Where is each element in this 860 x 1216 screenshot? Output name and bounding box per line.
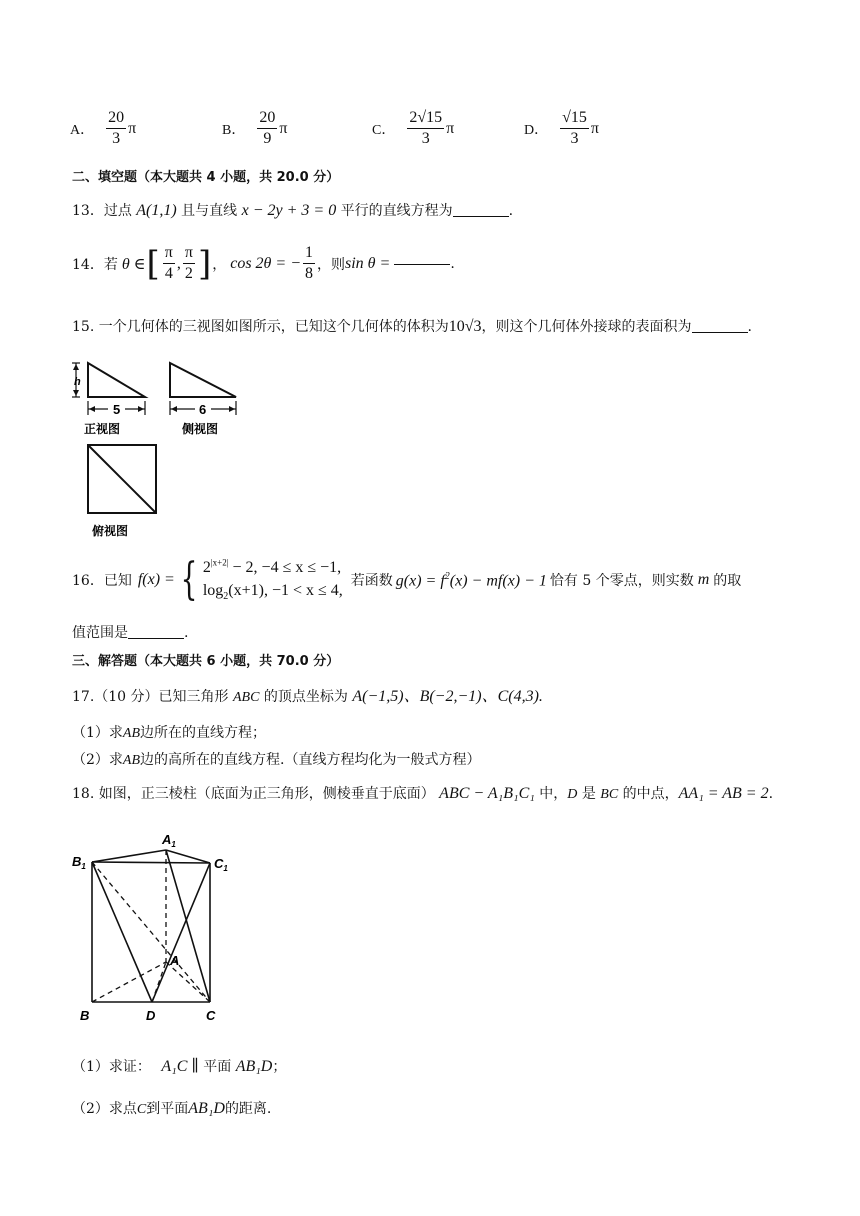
q14-interval-b-num: π [183, 245, 195, 264]
q18-p1-end: ； [272, 1059, 287, 1075]
q14-right-bracket: ] [197, 243, 212, 284]
front-view [72, 363, 145, 436]
section-3-heading: 三、解答题（本大题共 6 小题，共 70.0 分） [72, 654, 340, 669]
question-13 [72, 200, 513, 220]
q15-end: . [747, 319, 752, 335]
option-c-numerator: 2√15 [407, 110, 444, 129]
label-a1: $A_1$ [162, 832, 176, 849]
q16-fx: f(x) = [137, 571, 175, 589]
section-2-heading: 二、填空题（本大题共 4 小题，共 20.0 分） [72, 170, 340, 185]
q17-p1-rest: 边所在的直线方程； [140, 725, 267, 741]
q17-part-2 [72, 749, 480, 769]
option-d-label: D． [524, 122, 549, 138]
label-b1: $B_1$ [72, 854, 86, 871]
front-view-label: 正视图 [84, 422, 121, 436]
option-b [222, 110, 287, 148]
q18-mid2: 是 [581, 786, 596, 802]
q16-brace: { [180, 554, 198, 606]
option-b-label: B． [222, 122, 246, 138]
question-18 [72, 783, 773, 803]
q16-mid: 若函数 [350, 573, 393, 590]
option-d-denominator: 3 [570, 129, 579, 147]
q16-cases [203, 556, 343, 605]
q18-p1-plane-math: AB₁D [235, 1058, 273, 1075]
height-label: h [74, 376, 81, 388]
q15-volume: 10√3 [448, 318, 482, 335]
q16-m: m [697, 571, 710, 589]
q14-then: ，则 [317, 256, 345, 273]
q14-frac-den: 8 [305, 264, 313, 282]
q18-intro: 18. 如图，正三棱柱（底面为正三角形，侧棱垂直于底面） [72, 786, 435, 802]
q17-part-1 [72, 722, 266, 742]
q14-end: . [450, 255, 455, 272]
option-a [70, 110, 136, 148]
option-c-pi: π [446, 119, 455, 137]
q17-intro2: 的顶点坐标为 [263, 689, 348, 705]
q14-interval-a-num: π [163, 245, 175, 264]
q17-p1: （1）求 [72, 725, 123, 741]
label-a: A [170, 953, 180, 968]
q17-p2-rest: 边的高所在的直线方程.（直线方程均化为一般式方程） [140, 752, 481, 768]
q13-mid: 且与直线 [181, 203, 238, 219]
option-c-denominator: 3 [421, 129, 430, 147]
side-view [170, 363, 236, 436]
label-c: C [206, 1008, 216, 1023]
q14-interval-b-den: 2 [184, 264, 193, 282]
question-16-line-2 [72, 622, 188, 642]
option-d-numerator: √15 [560, 110, 589, 129]
question-14: 14．若 θ ∈ [ $\frac{\pi}{4}$ , $\frac{\pi}{2}$ ] ， cos 2θ = − $\frac{1}{8}$ ，则 sin θ = . [72, 243, 455, 284]
q18-p2: （2）求点 [72, 1101, 137, 1117]
side-width-label: 6 [199, 402, 207, 417]
option-d [524, 110, 599, 148]
option-a-pi: π [128, 119, 137, 137]
q18-eq: AA₁ = AB = 2 [678, 785, 769, 802]
q14-comma: ， [212, 256, 227, 273]
q18-p2-mid: 到平面 [146, 1101, 189, 1117]
q13-answer-blank[interactable] [453, 215, 509, 217]
option-b-denominator: 9 [263, 129, 272, 147]
option-a-numerator: 20 [106, 110, 126, 129]
option-a-label: A． [70, 122, 95, 138]
three-view-figure [70, 355, 260, 540]
q14-cos: cos 2θ = − [230, 254, 301, 272]
option-b-numerator: 20 [257, 110, 277, 129]
q18-p2-plane: AB₁D [188, 1100, 225, 1117]
q18-end: . [768, 786, 774, 802]
option-b-pi: π [279, 119, 288, 137]
q17-abc: ABC [232, 690, 260, 705]
q16-answer-blank[interactable] [128, 637, 184, 639]
q16-gx: $g(x) = f^2(x) - mf(x) - 1$ [395, 570, 547, 590]
label-d: D [146, 1008, 156, 1023]
q18-mid3: 的中点， [622, 786, 679, 802]
q18-prism: ABC − A₁B₁C₁ [439, 785, 535, 802]
q17-p2: （2）求 [72, 752, 123, 768]
q18-p1-plane: 平面 [203, 1059, 232, 1075]
q14-theta-in: θ ∈ [121, 255, 146, 273]
question-17 [72, 683, 543, 706]
q14-interval-a-den: 4 [164, 264, 173, 282]
q16-line2: 值范围是 [72, 625, 128, 641]
q18-p2-c: C [136, 1102, 147, 1117]
label-b: B [80, 1008, 90, 1023]
q18-mid: 中， [539, 786, 568, 802]
option-c-label: C． [372, 122, 396, 138]
q17-intro: 17.（10 分）已知三角形 [72, 689, 229, 705]
q18-d: D [567, 787, 578, 802]
q18-part-1 [72, 1056, 286, 1076]
q18-p2-end: 的距离. [224, 1101, 272, 1117]
top-view-label: 俯视图 [92, 524, 129, 538]
q16-prefix: 16．已知 [72, 573, 132, 590]
q13-point: A(1,1) [136, 202, 177, 219]
option-a-denominator: 3 [112, 129, 121, 147]
q18-p1-math: A₁C ∥ [161, 1058, 199, 1075]
q16-case-1: $2^{|x+2|} - 2$, −4 ≤ x ≤ −1, [202, 557, 342, 576]
q16-tail2: 的取 [713, 573, 742, 590]
option-d-pi: π [590, 119, 599, 137]
front-width-label: 5 [113, 402, 121, 417]
label-c1: $C_1$ [214, 856, 228, 873]
q14-left-bracket: [ [146, 243, 160, 284]
q14-sin: sin θ = [345, 254, 391, 272]
q13-prefix: 13．过点 [72, 203, 132, 219]
q16-case-2: $\log_2(x+1)$, −1 < x ≤ 4, [202, 582, 343, 603]
q13-end: . [508, 203, 514, 219]
q14-answer-blank[interactable] [394, 263, 450, 265]
q16-end: . [184, 625, 189, 641]
q17-p2-ab: AB [122, 753, 141, 768]
q13-line: x − 2y + 3 = 0 [241, 202, 337, 219]
q18-p1: （1）求证： [72, 1059, 151, 1075]
question-16 [72, 556, 741, 605]
q13-suffix: 平行的直线方程为 [340, 203, 453, 219]
q16-tail: 恰有 5 个零点，则实数 [549, 573, 694, 590]
q17-p1-ab: AB [122, 726, 141, 741]
q15-answer-blank[interactable] [692, 331, 748, 333]
q17-points: A(−1,5)、B(−2,−1)、C(4,3). [352, 688, 543, 705]
q18-part-2 [72, 1098, 271, 1118]
top-view [88, 445, 156, 538]
q14-frac-num: 1 [303, 245, 315, 264]
side-view-label: 侧视图 [182, 422, 219, 436]
q18-bc: BC [600, 787, 619, 802]
prism-figure [70, 830, 250, 1030]
q15-text: 15. 一个几何体的三视图如图所示，已知这个几何体的体积为 [72, 319, 449, 335]
question-15 [72, 316, 752, 336]
q14-prefix: 14．若 [72, 256, 118, 273]
q15-text2: ，则这个几何体外接球的表面积为 [481, 319, 692, 335]
option-c [372, 110, 454, 148]
